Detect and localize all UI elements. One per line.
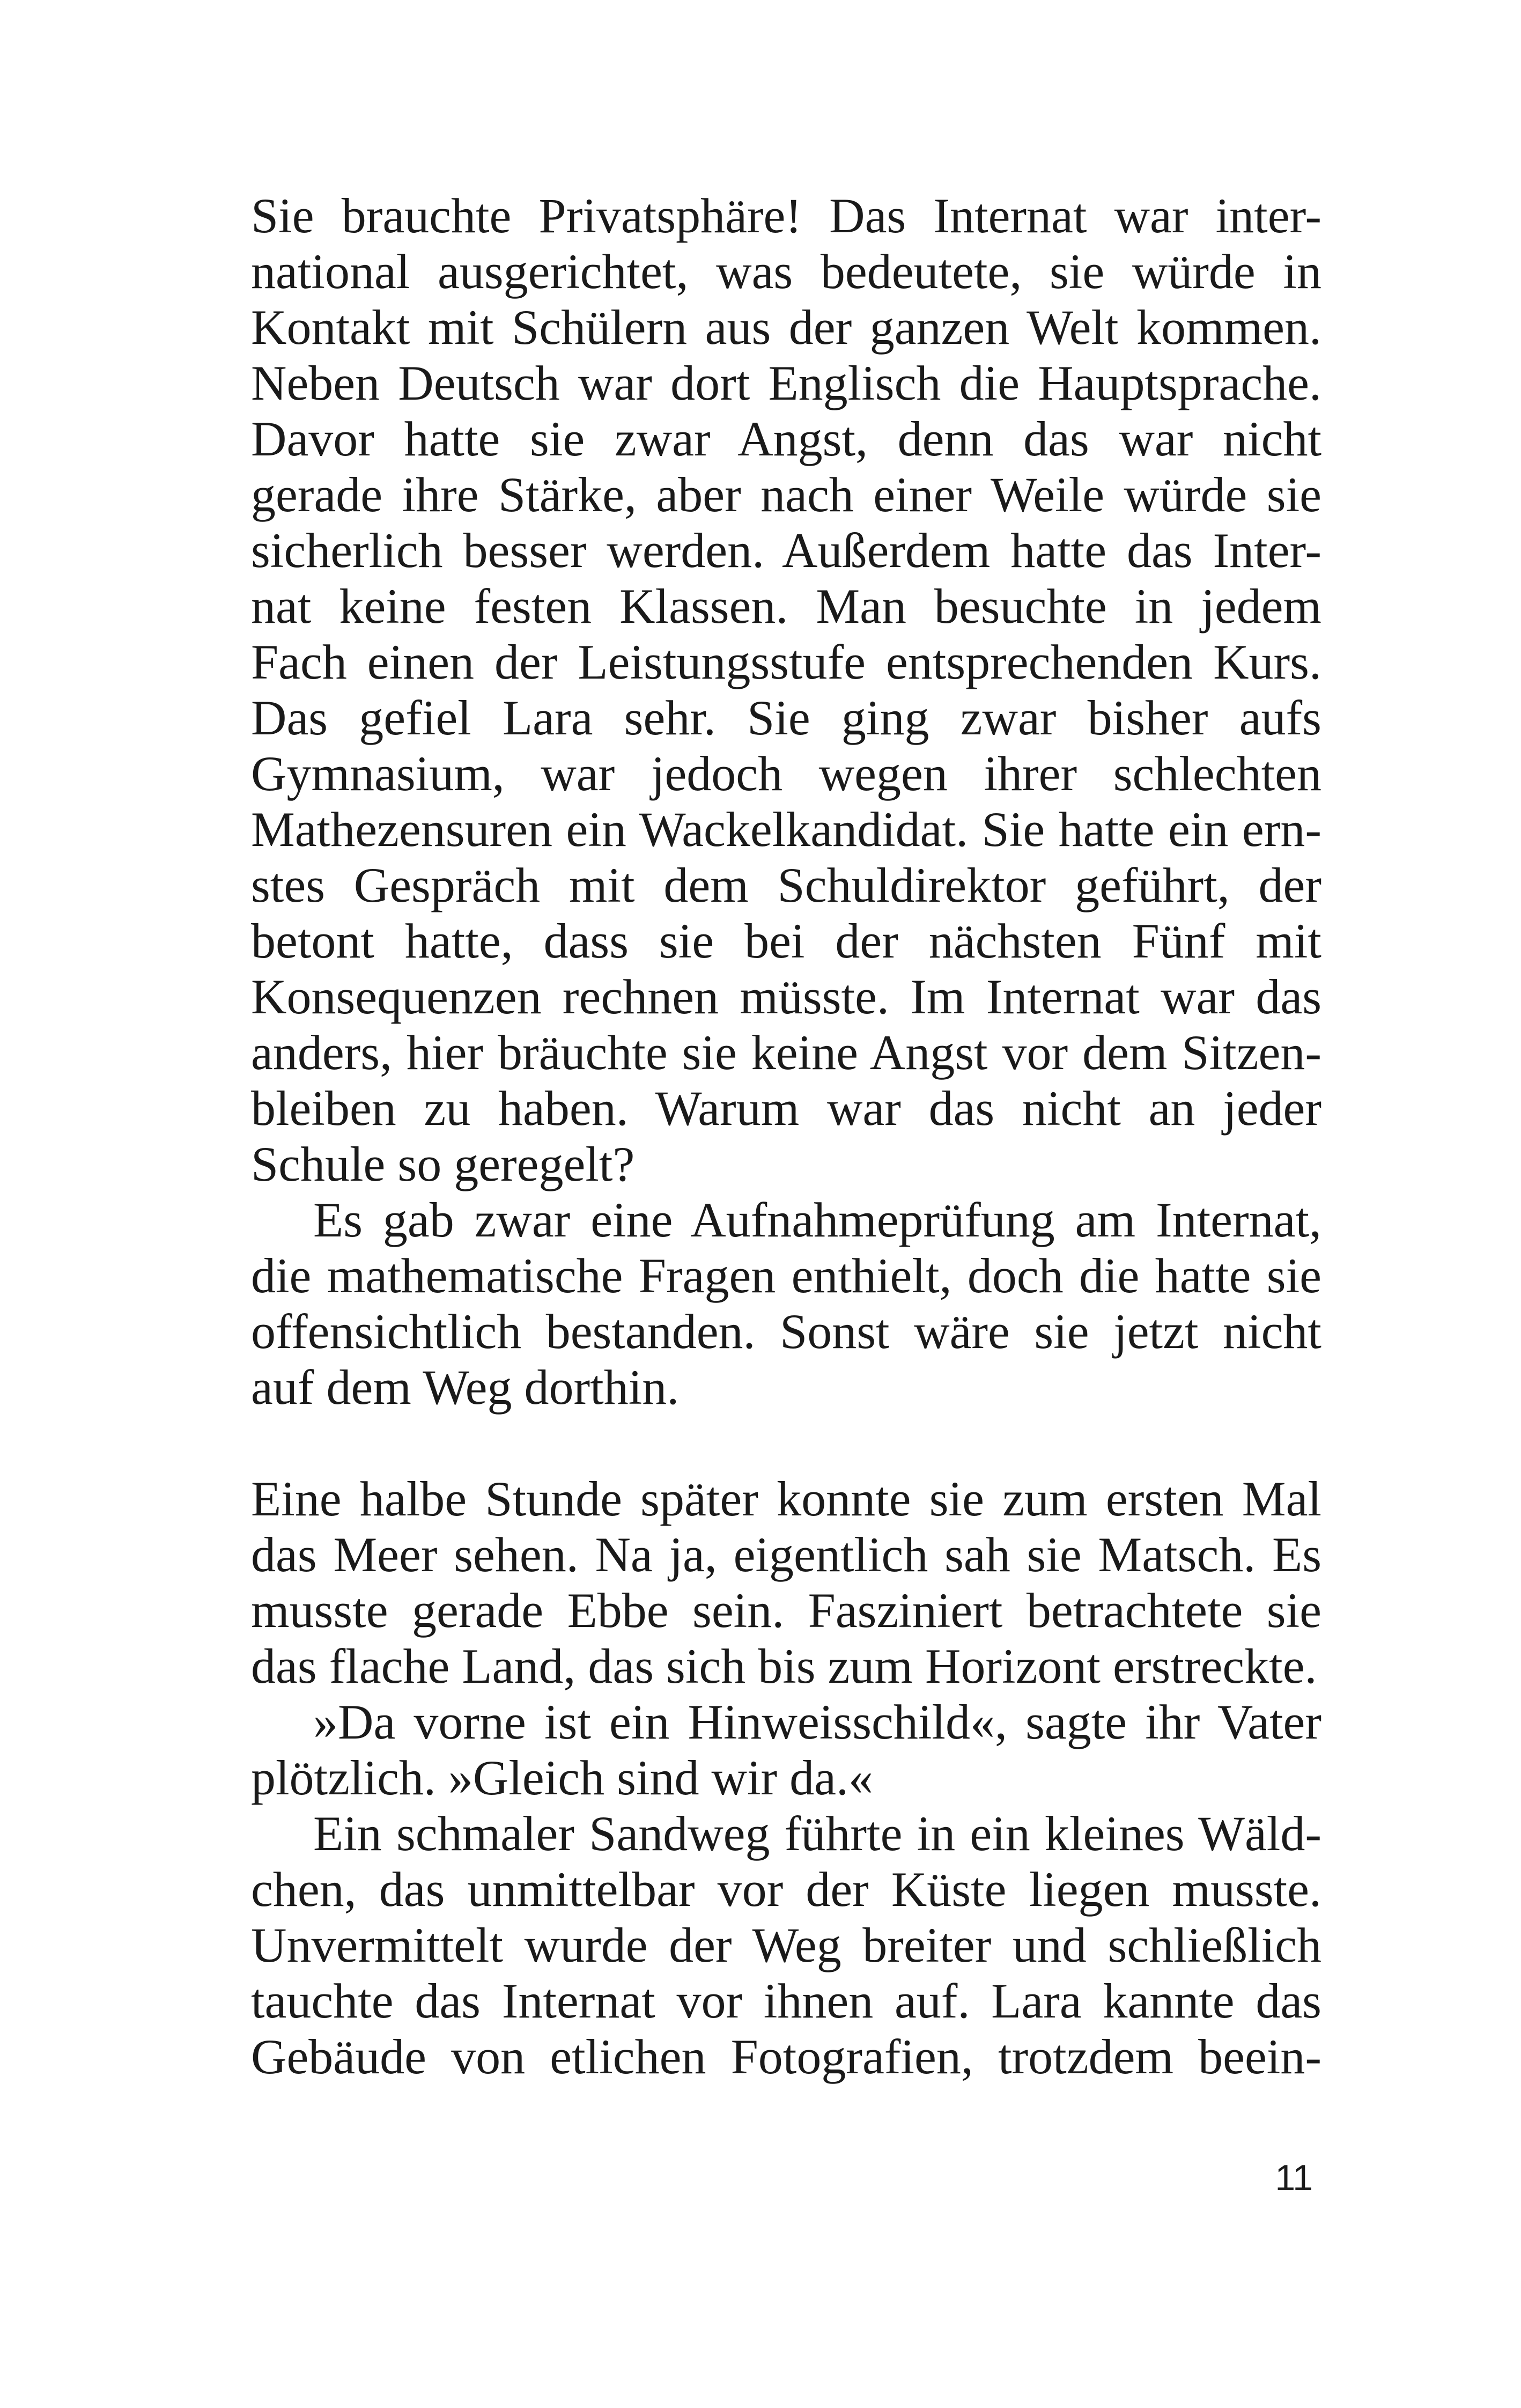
text-line: offensichtlich bestanden. Sonst wäre sie jetzt nicht	[251, 1304, 1321, 1359]
text-line: Das gefiel Lara sehr. Sie ging zwar bisher aufs	[251, 690, 1321, 745]
text-line: Gymnasium, war jedoch wegen ihrer schlechten	[251, 746, 1321, 801]
paragraph-5	[251, 1806, 1321, 2085]
text-line: tauchte das Internat vor ihnen auf. Lara kannte das	[251, 1973, 1321, 2028]
text-line: Kontakt mit Schülern aus der ganzen Welt kommen.	[251, 300, 1321, 355]
page-number: 11	[1275, 2157, 1313, 2198]
text-line: plötzlich. »Gleich sind wir da.«	[251, 1750, 873, 1805]
text-line: gerade ihre Stärke, aber nach einer Weile würde sie	[251, 467, 1321, 522]
text-line: national ausgerichtet, was bedeutete, sie würde in	[251, 244, 1321, 299]
text-line: Gebäude von etlichen Fotografien, trotzdem beein-	[251, 2029, 1321, 2084]
paragraph-3	[251, 1471, 1321, 1694]
text-line: Sie brauchte Privatsphäre! Das Internat war inter-	[251, 188, 1321, 243]
text-line: Eine halbe Stunde später konnte sie zum ersten Mal	[251, 1471, 1321, 1526]
text-line: das flache Land, das sich bis zum Horizont erstreckte.	[251, 1639, 1317, 1693]
text-line: bleiben zu haben. Warum war das nicht an jeder	[251, 1081, 1321, 1136]
text-line: »Da vorne ist ein Hinweisschild«, sagte ihr Vater	[313, 1695, 1321, 1749]
text-line: Schule so geregelt?	[251, 1137, 635, 1191]
text-line: Davor hatte sie zwar Angst, denn das war nicht	[251, 411, 1321, 466]
text-line: auf dem Weg dorthin.	[251, 1360, 680, 1415]
text-line: Fach einen der Leistungsstufe entsprechenden Kurs.	[251, 635, 1321, 689]
text-line: sicherlich besser werden. Außerdem hatte das Inter-	[251, 523, 1321, 578]
paragraph-4	[251, 1694, 1321, 1806]
text-line: betont hatte, dass sie bei der nächsten Fünf mit	[251, 914, 1321, 968]
text-line: anders, hier bräuchte sie keine Angst vor dem Sitzen-	[251, 1025, 1321, 1080]
text-line: Ein schmaler Sandweg führte in ein kleines Wäld-	[313, 1806, 1321, 1861]
text-line: Unvermittelt wurde der Weg breiter und schließlich	[251, 1918, 1321, 1972]
paragraph-2	[251, 1192, 1321, 1415]
text-line: Neben Deutsch war dort Englisch die Hauptsprache.	[251, 356, 1321, 410]
text-line: chen, das unmittelbar vor der Küste liegen musste.	[251, 1862, 1321, 1917]
text-line: Mathezensuren ein Wackelkandidat. Sie hatte ein ern-	[251, 802, 1321, 857]
text-line: Konsequenzen rechnen müsste. Im Internat war das	[251, 969, 1321, 1024]
text-line: Es gab zwar eine Aufnahmeprüfung am Internat,	[313, 1192, 1321, 1247]
text-line: die mathematische Fragen enthielt, doch die hatte sie	[251, 1248, 1321, 1303]
text-line: stes Gespräch mit dem Schuldirektor geführt, der	[251, 858, 1321, 912]
text-line: musste gerade Ebbe sein. Fasziniert betrachtete sie	[251, 1583, 1321, 1638]
text-line: das Meer sehen. Na ja, eigentlich sah sie Matsch. Es	[251, 1527, 1321, 1582]
text-line: nat keine festen Klassen. Man besuchte in jedem	[251, 579, 1321, 634]
paragraph-1	[251, 188, 1321, 1192]
